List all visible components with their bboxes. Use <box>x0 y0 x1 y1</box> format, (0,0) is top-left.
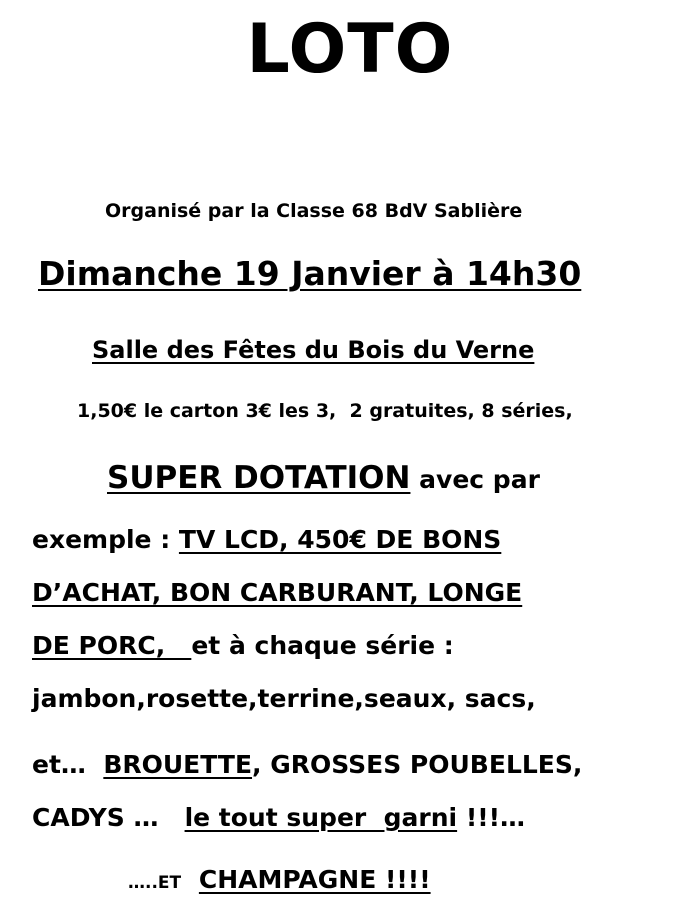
et-small-text: …..ET <box>128 873 199 893</box>
prize-text-1: TV LCD, 450€ DE BONS <box>178 525 502 554</box>
cadys-line <box>32 803 525 832</box>
chaque-serie-text: et à chaque série : <box>191 631 454 660</box>
prize-line-1 <box>32 525 501 554</box>
champagne-line <box>128 865 431 894</box>
prize-line-3 <box>32 631 454 660</box>
pricing-line: 1,50€ le carton 3€ les 3, 2 gratuites, 8 séries, <box>77 400 573 422</box>
event-venue: Salle des Fêtes du Bois du Verne <box>92 336 535 364</box>
organizer-line: Organisé par la Classe 68 BdV Sablière <box>105 200 523 222</box>
prize-line-2: D’ACHAT, BON CARBURANT, LONGE <box>32 578 523 607</box>
poubelles-text: , GROSSES POUBELLES, <box>252 750 583 779</box>
brouette-line <box>32 750 582 779</box>
event-date: Dimanche 19 Janvier à 14h30 <box>38 254 582 293</box>
super-dotation-line <box>107 460 540 496</box>
avec-par-text: avec par <box>410 465 540 494</box>
cadys-text: CADYS … <box>32 803 185 832</box>
champagne-text: CHAMPAGNE !!!! <box>198 865 431 894</box>
super-dotation-heading: SUPER DOTATION <box>107 460 411 496</box>
et-text: et… <box>32 750 104 779</box>
poster-title: LOTO <box>246 10 454 89</box>
prize-text-3: DE PORC, <box>32 631 192 660</box>
tout-garni-text: le tout super garni <box>184 803 458 832</box>
brouette-text: BROUETTE <box>103 750 253 779</box>
series-items-line: jambon,rosette,terrine,seaux, sacs, <box>32 684 536 713</box>
exemple-label: exemple : <box>32 525 179 554</box>
exclamation-text: !!!… <box>457 803 526 832</box>
